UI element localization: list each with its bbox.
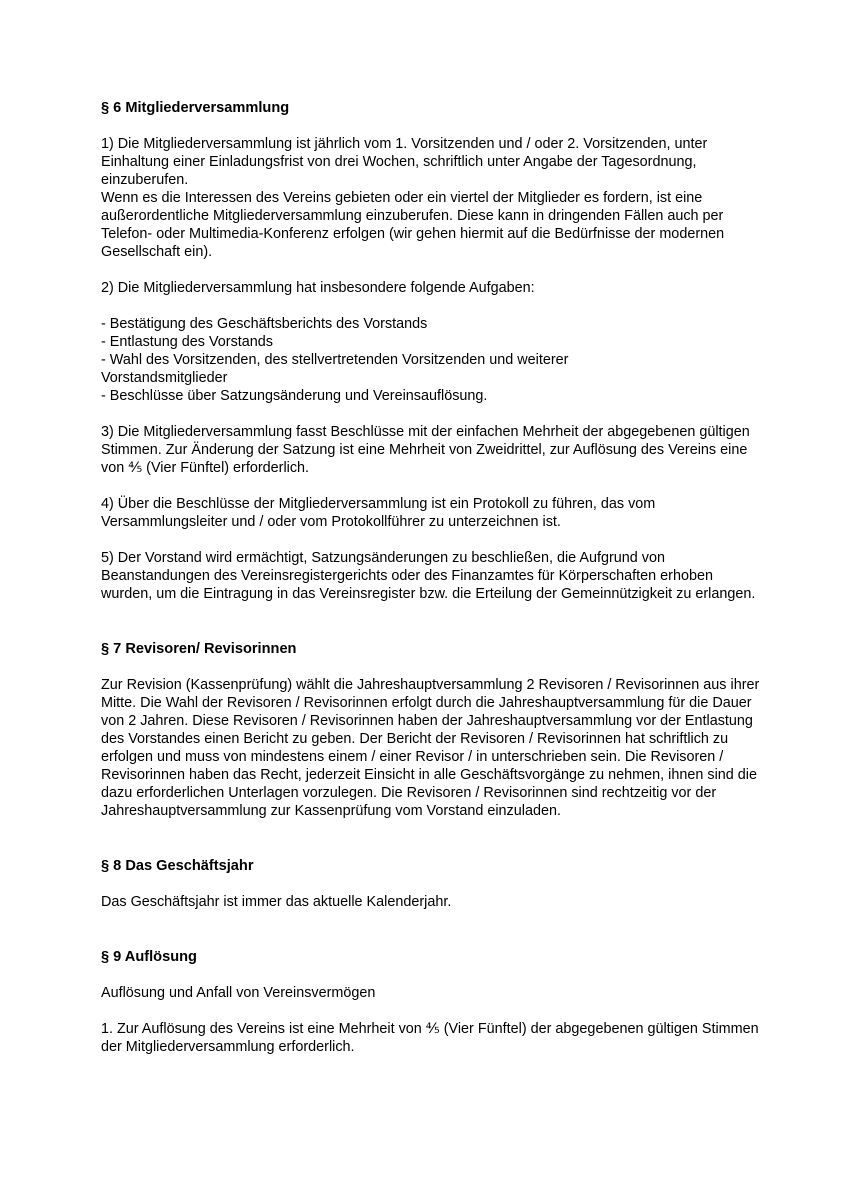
- section-8-heading: § 8 Das Geschäftsjahr: [101, 858, 254, 874]
- section-6-paragraph-3: 3) Die Mitgliederversammlung fasst Beschlüsse mit der einfachen Mehrheit der abgegebenen gültigen Stimmen. Zur Änderung der Satzung ist eine Mehrheit von Zweidrittel, zur Auflösung des Vereins eine von ⅘ (Vier Fünftel) erforderlich.: [101, 424, 750, 476]
- section-6-paragraph-1: 1) Die Mitgliederversammlung ist jährlich vom 1. Vorsitzenden und / oder 2. Vorsitzenden, unter Einhaltung einer Einladungsfrist von drei Wochen, schriftlich unter Angabe der Tagesordnung, einzuberufen.: [101, 136, 708, 188]
- section-7-paragraph-1: Zur Revision (Kassenprüfung) wählt die Jahreshauptversammlung 2 Revisoren / Revisorinnen aus ihrer Mitte. Die Wahl der Revisoren / Revisorinnen erfolgt durch die Jahreshauptversammlung für die Dauer von 2 Jahren. Diese Revisoren / Revisorinnen haben der Jahreshauptversammlung vor der Entlastung des Vorstandes einen Bericht zu geben. Der Bericht der Revisoren / Revisorinnen hat schriftlich zu erfolgen und muss von mindestens einem / einer Revisor / in unterschrieben sein. Die Revisoren / Revisorinnen haben das Recht, jederzeit Einsicht in alle Geschäftsvorgänge zu nehmen, ihnen sind die dazu erforderlichen Unterlagen vorzulegen. Die Revisoren / Revisorinnen sind rechtzeitig vor der Jahreshauptversammlung zur Kassenprüfung vom Vorstand einzuladen.: [101, 677, 760, 819]
- list-item: - Beschlüsse über Satzungsänderung und Vereinsauflösung.: [101, 388, 488, 404]
- list-item: - Wahl des Vorsitzenden, des stellvertretenden Vorsitzenden und weiterer Vorstandsmitglieder: [101, 352, 569, 386]
- section-9-paragraph-1: Auflösung und Anfall von Vereinsvermögen: [101, 985, 376, 1001]
- section-6-paragraph-1b: Wenn es die Interessen des Vereins gebieten oder ein viertel der Mitglieder es fordern, ist eine außerordentliche Mitgliederversammlung einzuberufen. Diese kann in dringenden Fällen auch per Telefon- oder Multimedia-Konferenz erfolgen (wir gehen hiermit auf die Bedürfnisse der modernen Gesellschaft ein).: [101, 190, 725, 260]
- section-6-paragraph-4: 4) Über die Beschlüsse der Mitgliederversammlung ist ein Protokoll zu führen, das vom Versammlungsleiter und / oder vom Protokollführer zu unterzeichnen ist.: [101, 496, 656, 530]
- list-item: - Bestätigung des Geschäftsberichts des Vorstands: [101, 316, 428, 332]
- document-page: [101, 99, 761, 1056]
- section-6-paragraph-2: 2) Die Mitgliederversammlung hat insbesondere folgende Aufgaben:: [101, 280, 535, 296]
- section-6-heading: § 6 Mitgliederversammlung: [101, 100, 290, 116]
- section-6-paragraph-5: 5) Der Vorstand wird ermächtigt, Satzungsänderungen zu beschließen, die Aufgrund von Beanstandungen des Vereinsregistergerichts oder des Finanzamtes für Körperschaften erhoben wurden, um die Eintragung in das Vereinsregister bzw. die Erteilung der Gemeinnützigkeit zu erlangen.: [101, 550, 756, 602]
- section-7-heading: § 7 Revisoren/ Revisorinnen: [101, 641, 297, 657]
- section-9-heading: § 9 Auflösung: [101, 949, 197, 965]
- section-9-paragraph-2: 1. Zur Auflösung des Vereins ist eine Mehrheit von ⅘ (Vier Fünftel) der abgegebenen gültigen Stimmen der Mitgliederversammlung erforderlich.: [101, 1021, 759, 1055]
- section-8-paragraph-1: Das Geschäftsjahr ist immer das aktuelle Kalenderjahr.: [101, 894, 452, 910]
- list-item: - Entlastung des Vorstands: [101, 334, 273, 350]
